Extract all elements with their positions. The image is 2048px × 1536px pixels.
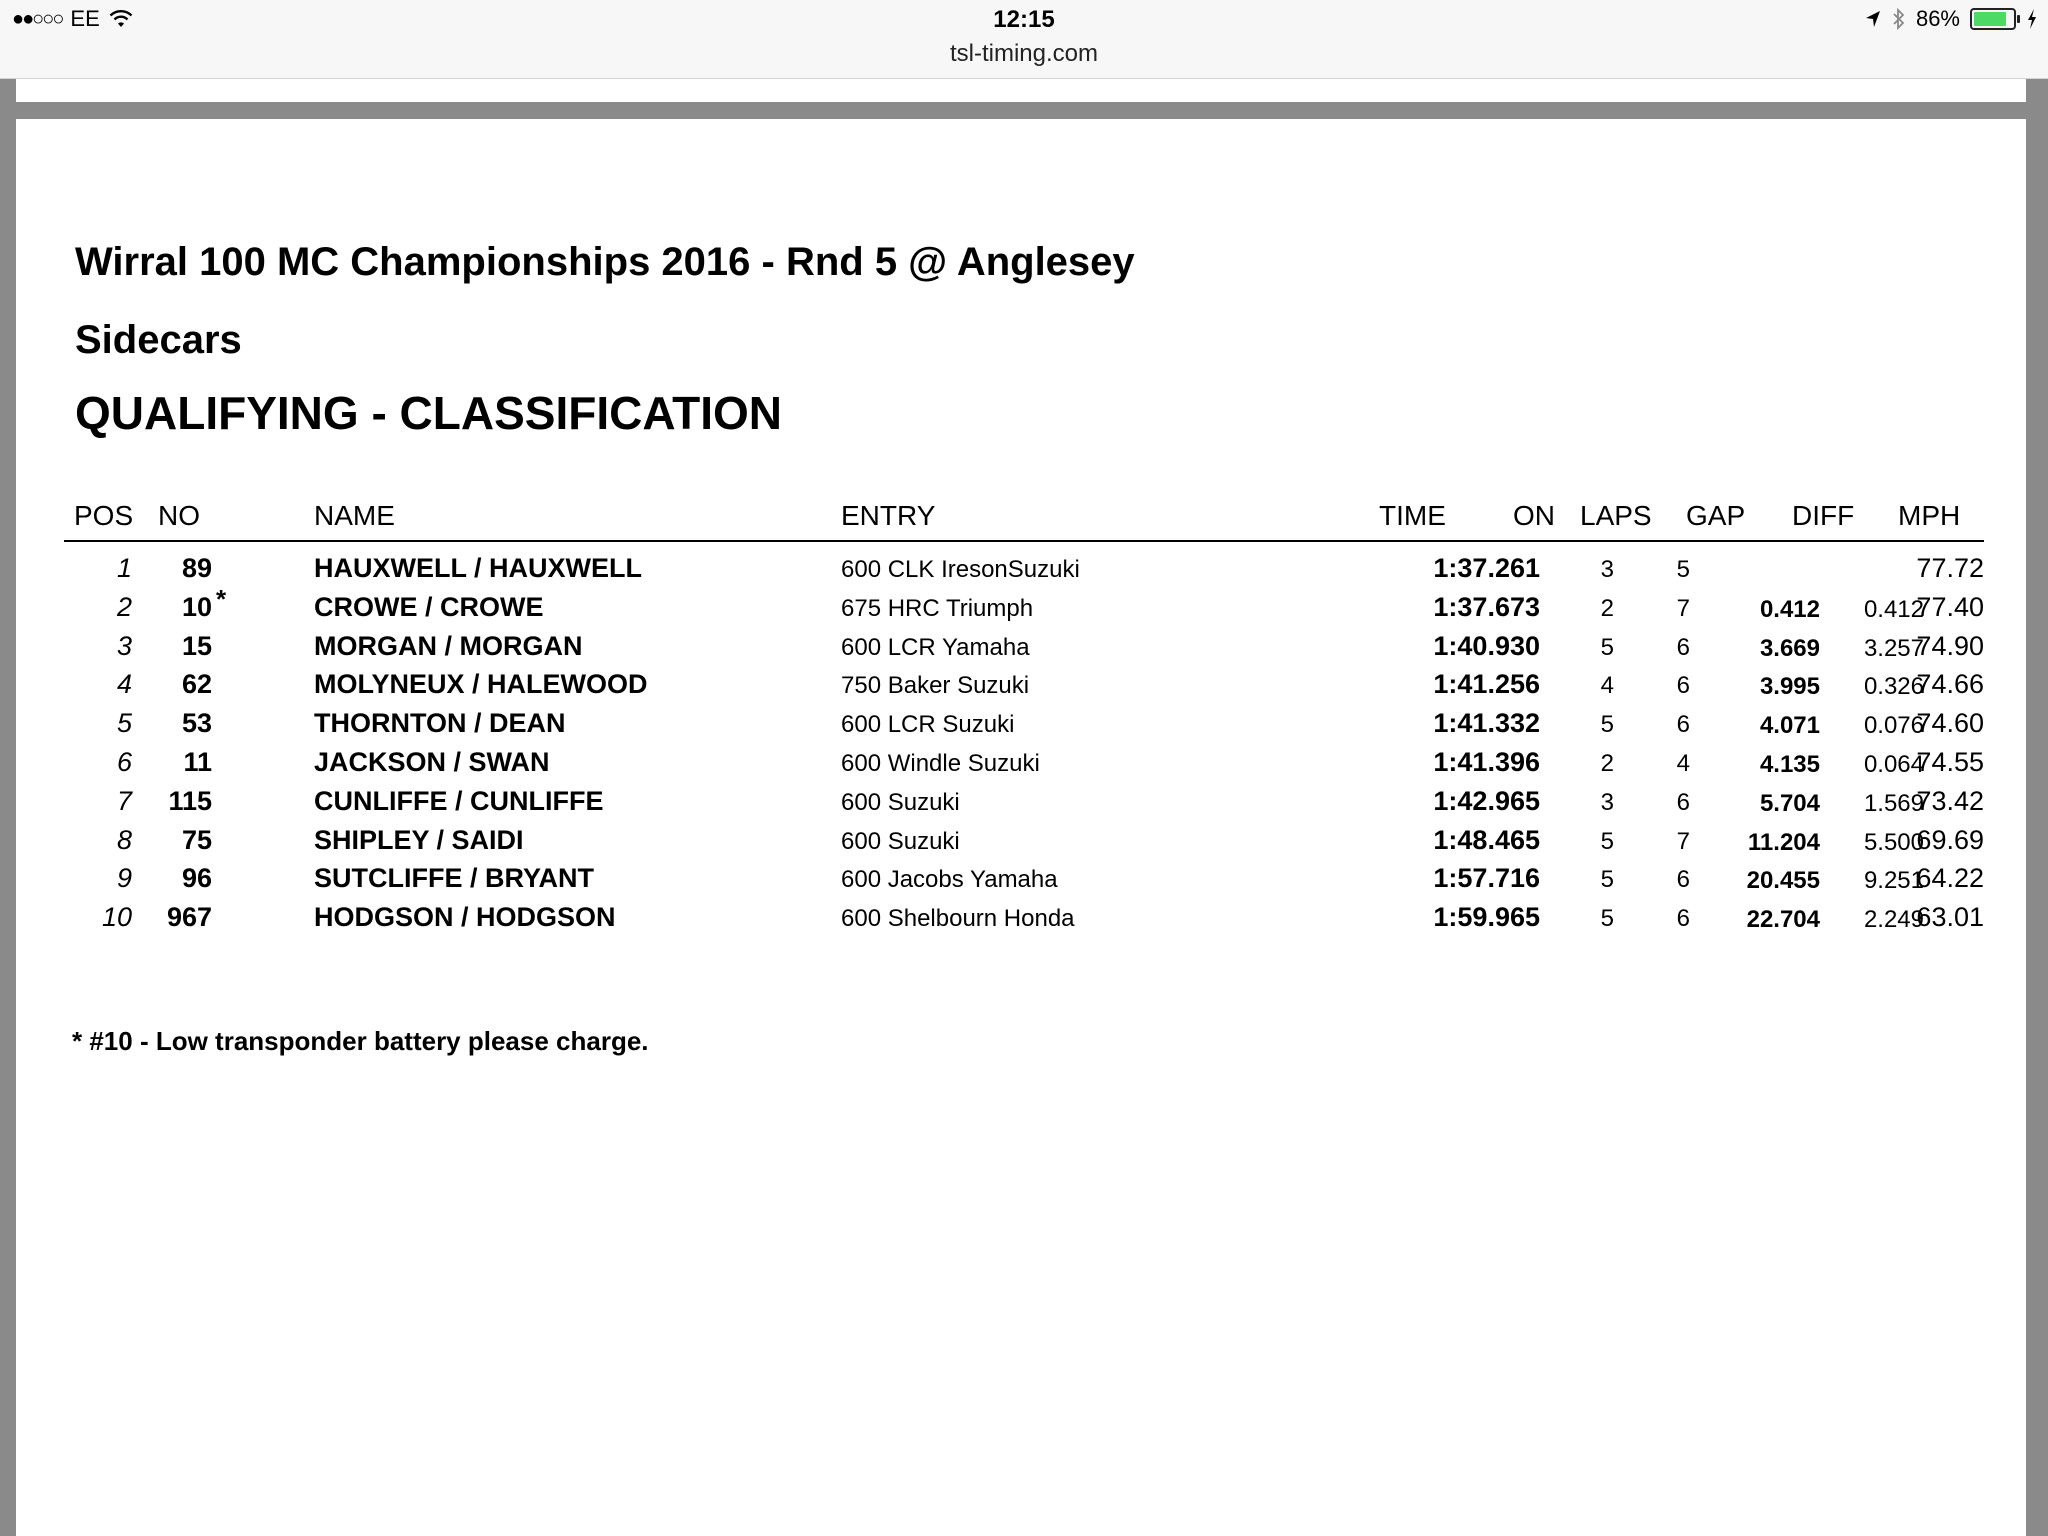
table-row xyxy=(64,708,1984,746)
cell-gap: 5.704 xyxy=(1759,789,1820,817)
clock: 12:15 xyxy=(993,6,1055,33)
cell-gap: 3.669 xyxy=(1759,634,1820,662)
cell-mph: 73.42 xyxy=(1916,785,1984,816)
rider-number: 53 xyxy=(181,708,212,739)
cell-mph: 74.55 xyxy=(1916,747,1984,777)
cell-no xyxy=(148,583,268,623)
cell-diff: 9.251 xyxy=(1863,867,1924,895)
cell-time: 1:41.396 xyxy=(1433,747,1540,777)
cell-time: 1:37.261 xyxy=(1433,553,1540,583)
cell-diff: 2.249 xyxy=(1863,906,1924,934)
cell-time: 1:59.965 xyxy=(1433,902,1540,933)
cell-diff: 3.257 xyxy=(1863,634,1924,662)
cell-gap: 4.071 xyxy=(1759,712,1820,740)
rider-number: 96 xyxy=(181,863,212,894)
table-row xyxy=(64,583,1984,630)
cell-mph: 69.69 xyxy=(1916,824,1984,855)
table-row xyxy=(64,863,1984,901)
cell-on: 5 xyxy=(1600,633,1614,661)
battery-icon xyxy=(1970,8,2016,30)
event-title: Wirral 100 MC Championships 2016 - Rnd 5 @ Anglesey xyxy=(75,240,1135,284)
cell-no xyxy=(148,631,268,662)
cell-laps: 6 xyxy=(1676,633,1690,661)
cell-laps: 6 xyxy=(1676,672,1690,700)
cell-mph: 63.01 xyxy=(1916,902,1984,933)
cell-pos: 1 xyxy=(116,553,132,583)
cell-gap: 0.412 xyxy=(1759,595,1820,623)
cell-gap: 22.704 xyxy=(1746,906,1820,934)
rider-number: 89 xyxy=(181,553,212,583)
cell-diff: 5.500 xyxy=(1863,828,1924,856)
cell-name: CUNLIFFE / CUNLIFFE xyxy=(314,785,604,816)
status-bar xyxy=(0,0,2048,79)
cell-laps: 6 xyxy=(1676,788,1690,816)
rider-number: 75 xyxy=(181,824,212,855)
cell-gap: 4.135 xyxy=(1759,751,1820,778)
header-diff: DIFF xyxy=(1792,500,1855,531)
cell-time: 1:41.256 xyxy=(1433,669,1540,700)
cell-laps: 6 xyxy=(1676,711,1690,739)
cell-name: CROWE / CROWE xyxy=(314,591,544,622)
cell-diff: 0.076 xyxy=(1863,712,1924,740)
rider-number: 15 xyxy=(181,630,212,661)
cell-no xyxy=(148,669,268,700)
bluetooth-icon xyxy=(1892,7,1906,31)
charging-bolt-icon xyxy=(2026,8,2038,30)
cell-entry: 600 CLK IresonSuzuki xyxy=(841,556,1080,583)
footnote: * #10 - Low transponder battery please charge. xyxy=(72,1026,649,1056)
session-title: QUALIFYING - CLASSIFICATION xyxy=(75,387,783,439)
header-no: NO xyxy=(158,500,200,531)
table-row xyxy=(64,669,1984,707)
table-row xyxy=(64,786,1984,824)
cell-entry: 600 Suzuki xyxy=(841,827,960,855)
signal-strength: ●●○○○ xyxy=(12,7,63,30)
cell-time: 1:57.716 xyxy=(1433,863,1540,894)
cell-no xyxy=(148,747,268,778)
cell-gap: 11.204 xyxy=(1747,828,1820,856)
cell-on: 4 xyxy=(1600,672,1614,700)
location-arrow-icon xyxy=(1864,9,1882,29)
cell-pos: 4 xyxy=(116,669,132,700)
cell-diff: 1.569 xyxy=(1863,789,1924,817)
cell-on: 3 xyxy=(1600,788,1614,816)
battery-level xyxy=(1974,12,2006,26)
table-row xyxy=(64,902,1984,940)
rider-number: 10 xyxy=(181,591,212,622)
cell-entry: 600 Windle Suzuki xyxy=(841,750,1040,777)
header-name: NAME xyxy=(314,500,395,531)
header-pos: POS xyxy=(74,500,134,531)
cell-on: 2 xyxy=(1600,594,1614,622)
cell-entry: 600 LCR Yamaha xyxy=(841,633,1030,661)
cell-laps: 5 xyxy=(1676,556,1690,583)
header-on: ON xyxy=(1513,500,1555,531)
table-row xyxy=(64,553,1984,591)
status-right xyxy=(1864,6,2038,32)
cell-entry: 600 LCR Suzuki xyxy=(841,711,1015,739)
header-gap: GAP xyxy=(1686,500,1746,531)
table-row xyxy=(64,747,1984,785)
cell-no xyxy=(148,786,268,817)
cell-on: 2 xyxy=(1600,750,1614,777)
cell-pos: 6 xyxy=(116,747,132,777)
table-row xyxy=(64,631,1984,669)
rider-number: 11 xyxy=(183,747,212,777)
cell-diff: 0.064 xyxy=(1863,751,1924,778)
cell-laps: 6 xyxy=(1676,905,1690,933)
cell-no xyxy=(148,708,268,739)
cell-laps: 4 xyxy=(1676,750,1690,777)
rider-number: 62 xyxy=(181,669,212,700)
cell-pos: 9 xyxy=(116,863,132,894)
table-header xyxy=(64,500,1984,542)
address-bar-url[interactable]: tsl-timing.com xyxy=(949,40,1099,67)
rider-number: 967 xyxy=(166,902,212,933)
header-laps: LAPS xyxy=(1580,500,1652,531)
cell-name: MOLYNEUX / HALEWOOD xyxy=(314,669,648,700)
cell-name: SUTCLIFFE / BRYANT xyxy=(314,863,595,894)
cell-name: THORNTON / DEAN xyxy=(314,708,566,739)
cell-time: 1:37.673 xyxy=(1433,591,1540,622)
cell-entry: 675 HRC Triumph xyxy=(841,594,1034,622)
cell-on: 5 xyxy=(1600,711,1614,739)
cell-name: HAUXWELL / HAUXWELL xyxy=(314,553,642,583)
cell-pos: 5 xyxy=(116,708,132,739)
cell-name: SHIPLEY / SAIDI xyxy=(314,824,524,855)
cell-no xyxy=(148,902,268,933)
cell-gap: 3.995 xyxy=(1759,673,1820,701)
cell-time: 1:40.930 xyxy=(1433,630,1540,661)
cell-laps: 7 xyxy=(1676,594,1690,622)
cell-on: 5 xyxy=(1600,866,1614,894)
cell-laps: 6 xyxy=(1676,866,1690,894)
cell-no xyxy=(148,825,268,856)
cell-diff: 0.412 xyxy=(1863,595,1924,623)
cell-entry: 600 Suzuki xyxy=(841,788,960,816)
cell-pos: 8 xyxy=(116,824,132,855)
cell-pos: 3 xyxy=(116,630,132,661)
cell-pos: 2 xyxy=(116,591,132,622)
header-entry: ENTRY xyxy=(841,500,936,531)
class-title: Sidecars xyxy=(75,318,242,362)
battery-percentage: 86% xyxy=(1915,6,1960,31)
cell-name: HODGSON / HODGSON xyxy=(314,902,616,933)
cell-on: 3 xyxy=(1600,556,1614,583)
footnote-marker: * xyxy=(216,583,227,614)
cell-name: JACKSON / SWAN xyxy=(314,747,550,777)
cell-no xyxy=(148,553,268,584)
table-row xyxy=(64,825,1984,863)
cell-mph: 64.22 xyxy=(1916,863,1984,894)
cell-mph: 74.90 xyxy=(1916,630,1984,661)
cell-mph: 74.66 xyxy=(1916,669,1984,700)
previous-page-edge xyxy=(16,79,2026,102)
cell-time: 1:41.332 xyxy=(1433,708,1540,739)
cell-mph: 77.40 xyxy=(1916,591,1984,622)
header-time: TIME xyxy=(1379,500,1446,531)
cell-laps: 7 xyxy=(1676,827,1690,855)
cell-mph: 77.72 xyxy=(1916,553,1984,583)
cell-no xyxy=(148,863,268,894)
cell-diff: 0.326 xyxy=(1863,673,1924,701)
cell-name: MORGAN / MORGAN xyxy=(314,630,583,661)
cell-entry: 600 Shelbourn Honda xyxy=(841,905,1075,933)
cell-on: 5 xyxy=(1600,827,1614,855)
cell-gap: 20.455 xyxy=(1746,867,1820,895)
cell-mph: 74.60 xyxy=(1916,708,1984,739)
header-mph: MPH xyxy=(1898,500,1961,531)
cell-entry: 750 Baker Suzuki xyxy=(841,672,1030,700)
carrier-name: EE xyxy=(70,6,100,31)
cell-entry: 600 Jacobs Yamaha xyxy=(841,866,1058,894)
rider-number: 115 xyxy=(168,785,212,816)
cell-pos: 7 xyxy=(116,785,132,816)
cell-time: 1:48.465 xyxy=(1433,824,1540,855)
cell-pos: 10 xyxy=(101,902,132,933)
cell-time: 1:42.965 xyxy=(1433,785,1540,816)
cell-on: 5 xyxy=(1600,905,1614,933)
